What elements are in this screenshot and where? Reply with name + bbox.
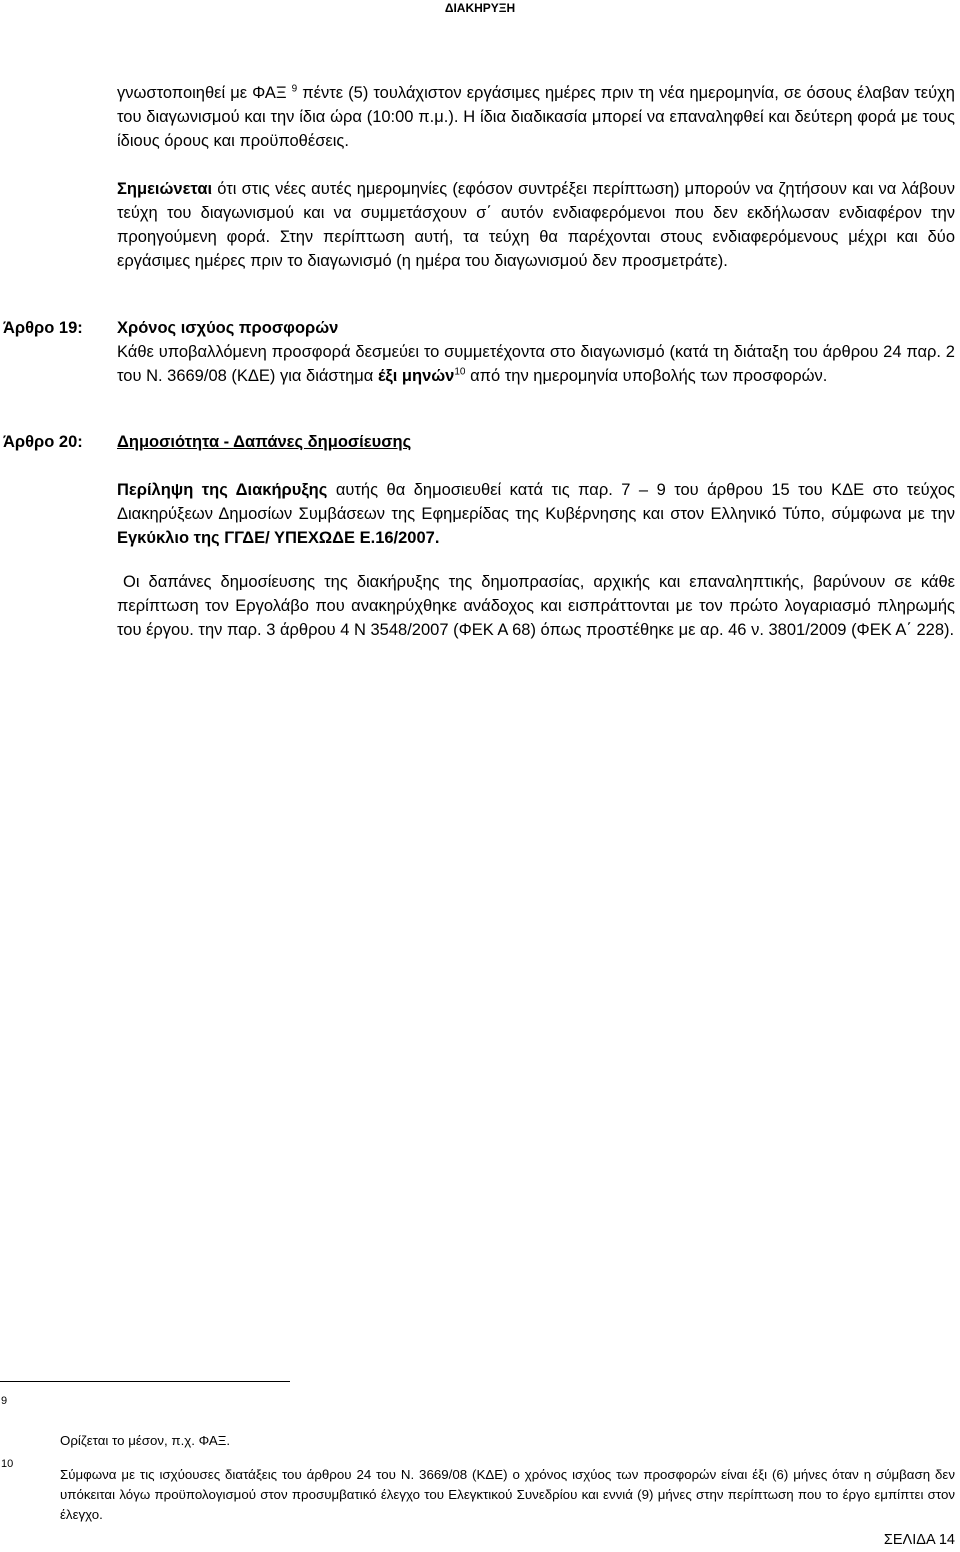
text-run: πέντε (5) τουλάχιστον εργάσιμες ημέρες πριν τη νέα ημερομηνία, σε όσους έλαβαν τεύχη του διαγωνισμού και την ίδια ώρα (10:00 π.μ.). Η ίδια διαδικασία μπορεί να επαναληφθεί και δεύτερη φορά με τους ίδιους όρους και προϋποθέσεις. [117, 84, 955, 150]
footnote-separator [0, 1381, 290, 1382]
bold-term: έξι μηνών [377, 367, 455, 385]
footnote-10-number: 10 [1, 1458, 14, 1470]
text-run: γνωστοποιηθεί με ΦΑΞ [117, 84, 292, 102]
article-19-label: Άρθρο 19: [3, 319, 83, 337]
text-run: αυτής θα δημοσιευθεί κατά τις παρ. 7 – 9 του άρθρου 15 του ΚΔΕ στο τεύχος Διακηρύξεων Δημοσίων Συμβάσεων της Εφημερίδας της Κυβέρνησης και στον Ελληνικό Τύπο, σύμφωνα με την [117, 481, 955, 523]
document-header: ΔΙΑΚΗΡΥΞΗ [444, 1, 516, 15]
bold-term: Εγκύκλιο της ΓΓΔΕ/ ΥΠΕΧΩΔΕ Ε.16/2007. [117, 529, 440, 547]
paragraph-fax-notice [117, 81, 955, 153]
footnote-ref-9[interactable]: 9 [291, 83, 298, 95]
article-20-label: Άρθρο 20: [3, 433, 83, 451]
text-run: από την ημερομηνία υποβολής των προσφορών. [465, 367, 828, 385]
footnote-9-number: 9 [1, 1395, 8, 1407]
footnote-10-text: Σύμφωνα με τις ισχύουσες διατάξεις του άρθρου 24 του Ν. 3669/08 (ΚΔΕ) ο χρόνος ισχύος των προσφορών είναι έξι (6) μήνες όταν η σύμβαση δεν υπόκειται λόγω προϋπολογισμού στον προσυμβατικό έλεγχο του Ελεγκτικού Συνεδρίου και εννιά (9) μήνες στην περίπτωση που το έργο εμπίπτει στον έλεγχο. [60, 1467, 955, 1522]
bold-term: Περίληψη της Διακήρυξης [117, 481, 328, 499]
article-20-costs: Οι δαπάνες δημοσίευσης της διακήρυξης της δημοπρασίας, αρχικής και επαναληπτικής, βαρύνουν σε κάθε περίπτωση τον Εργολάβο που ανακηρύχθηκε ανάδοχος και εισπράττονται με τον πρώτο λογαριασμό πληρωμής του έργου. την παρ. 3 άρθρου 4 Ν 3548/2007 (ΦΕΚ Α 68) όπως προστέθηκε με αρ. 46 ν. 3801/2009 (ΦΕΚ Α΄ 228). [117, 573, 955, 639]
article-19-body [117, 340, 955, 388]
footnote-ref-10[interactable]: 10 [454, 366, 466, 378]
article-20-title: Δημοσιότητα - Δαπάνες δημοσίευσης [117, 433, 412, 451]
text-run: Κάθε υποβαλλόμενη προσφορά δεσμεύει το συμμετέχοντα στο διαγωνισμό (κατά τη διάταξη του άρθρου 24 παρ. 2 του Ν. 3669/08 (ΚΔΕ) για διάστημα [117, 343, 955, 385]
article-19-title: Χρόνος ισχύος προσφορών [117, 319, 339, 337]
footnote-9-text: Ορίζεται το μέσον, π.χ. ΦΑΞ. [60, 1433, 231, 1448]
text-run: ότι στις νέες αυτές ημερομηνίες (εφόσον συντρέξει περίπτωση) μπορούν να ζητήσουν και να λάβουν τεύχη του διαγωνισμού και να συμμετάσχουν σ΄ αυτόν ενδιαφερόμενοι που δεν εκδήλωσαν ενδιαφέρον την προηγούμενη φορά. Στην περίπτωση αυτή, τα τεύχη θα παρέχονται στους ενδιαφερόμενους μέχρι και δύο εργάσιμες ημέρες πριν το διαγωνισμό (η ημέρα του διαγωνισμού δεν προσμετράτε). [117, 180, 955, 270]
bold-term: Σημειώνεται [117, 180, 213, 198]
article-20-summary [117, 478, 955, 550]
page-number: ΣΕΛΙΔΑ 14 [883, 1532, 955, 1548]
paragraph-note [117, 177, 955, 273]
